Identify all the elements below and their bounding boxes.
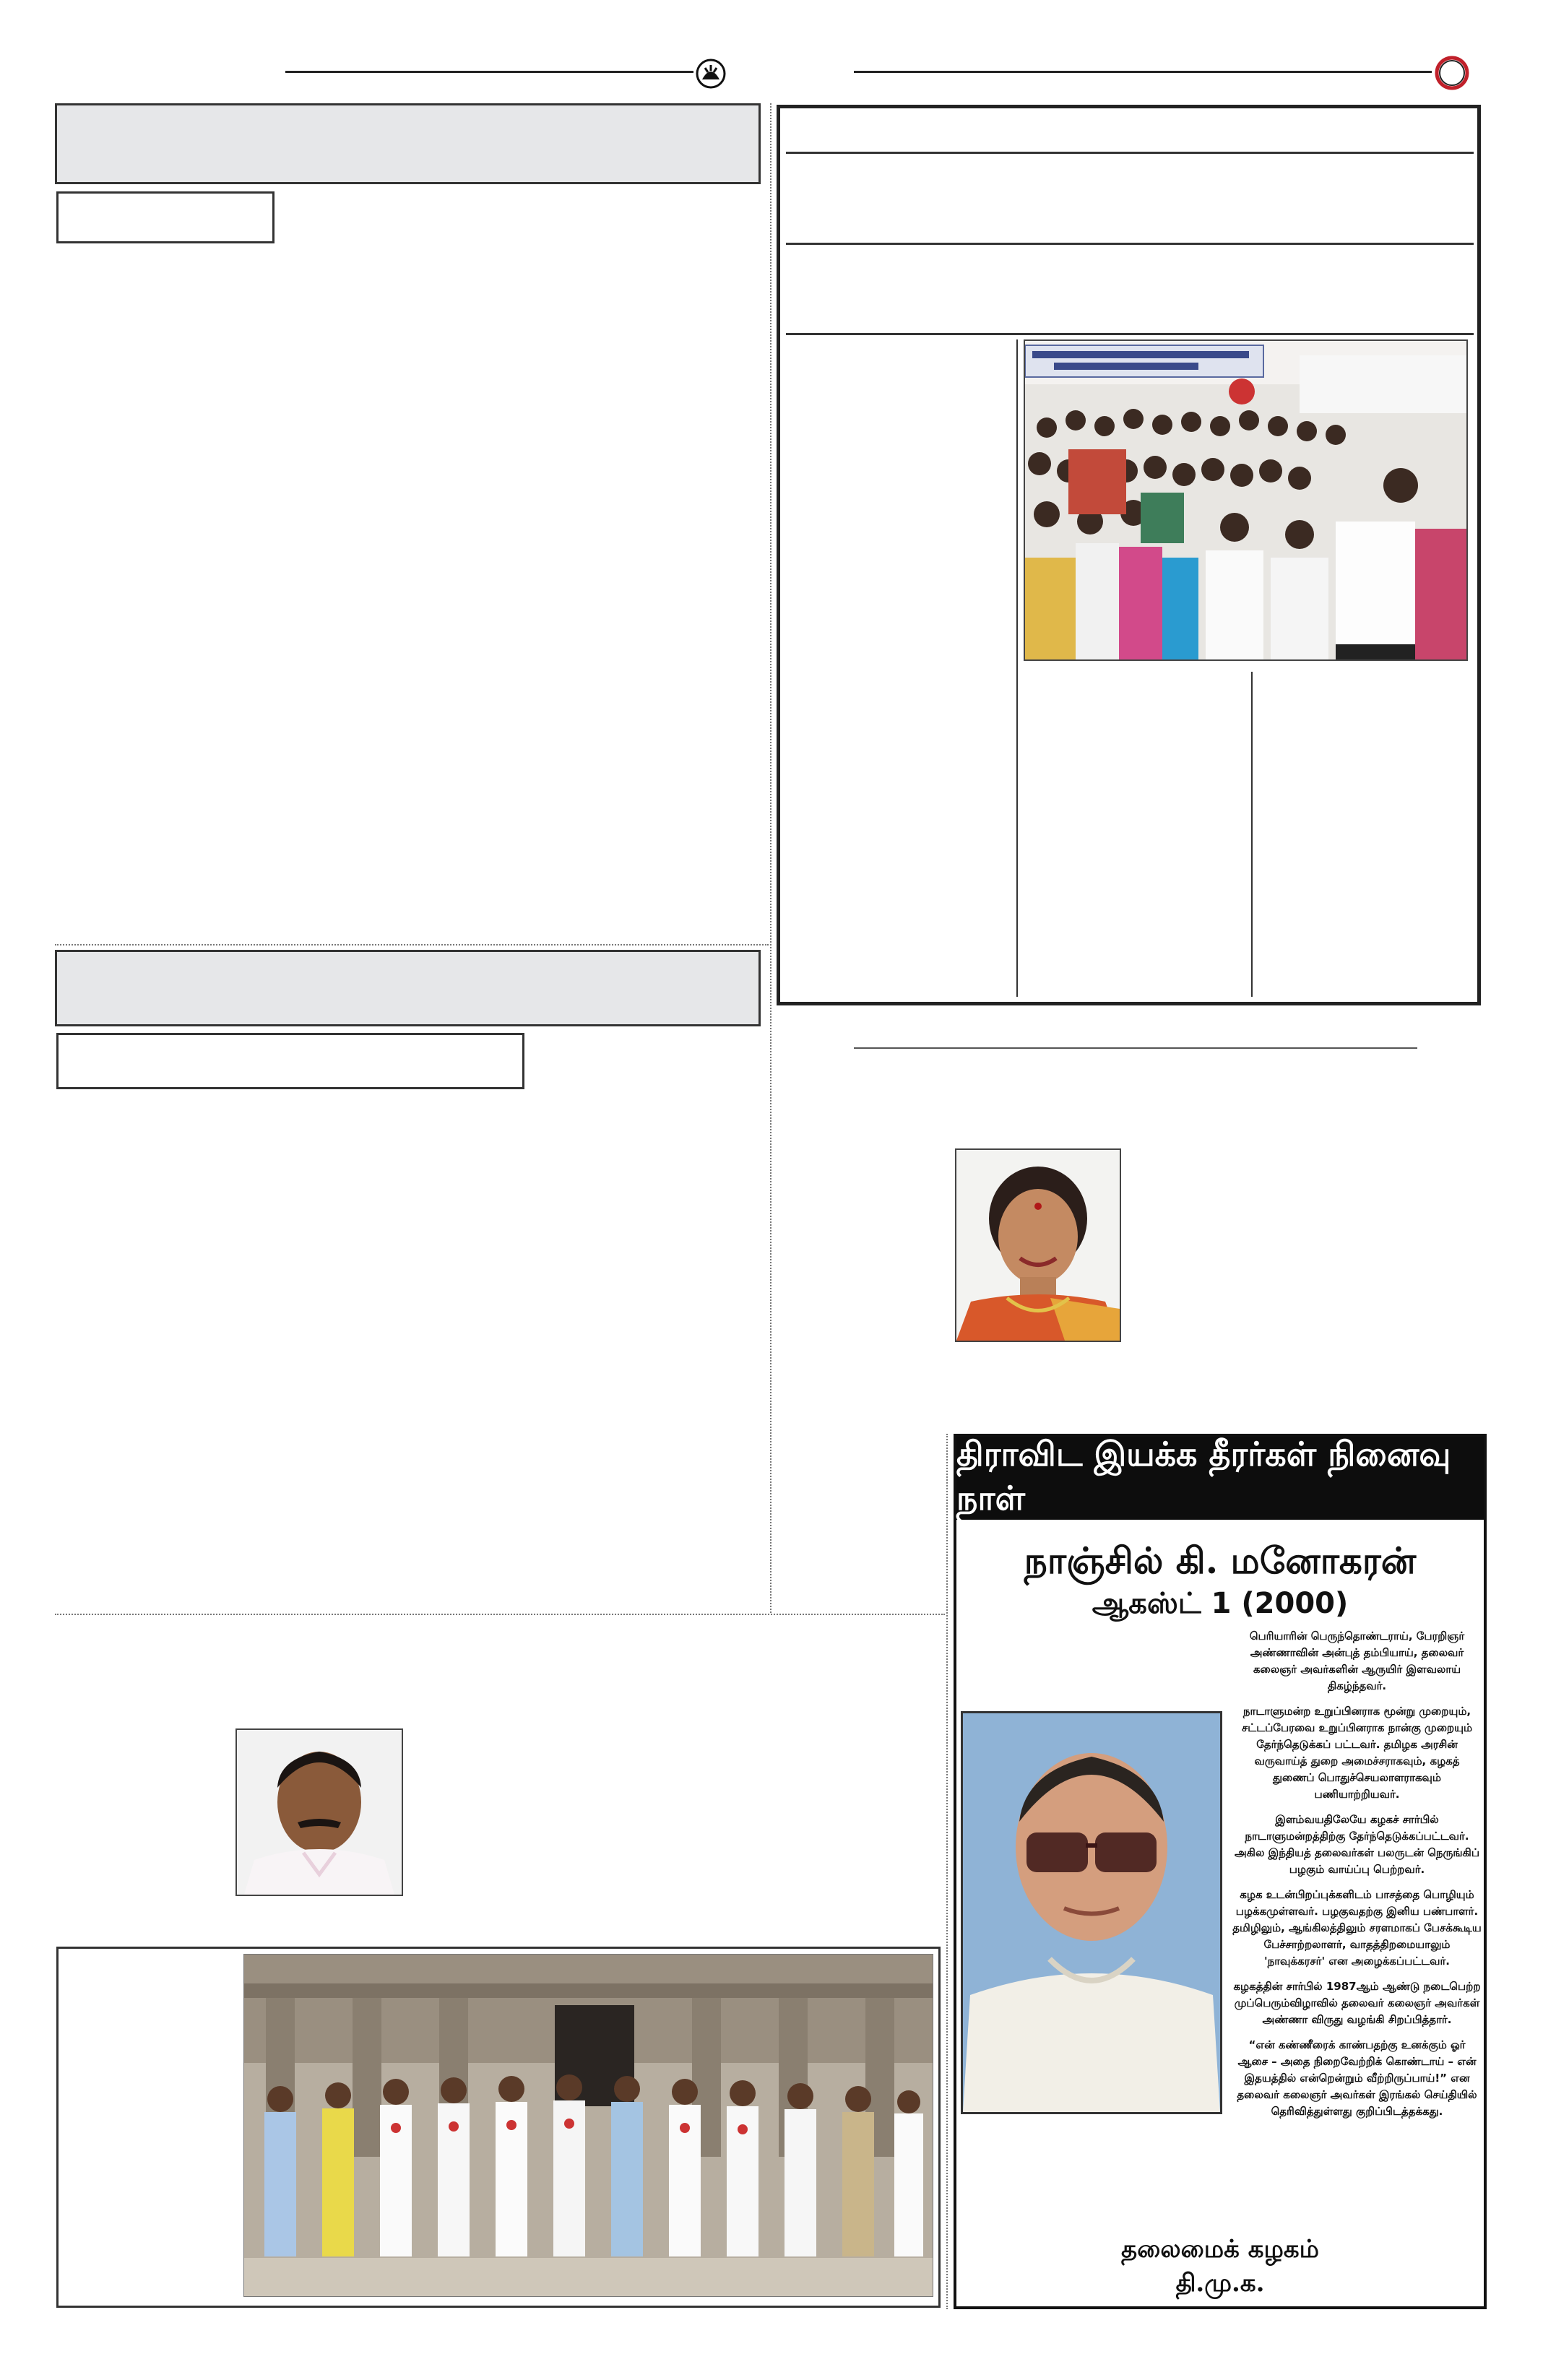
memorial-portrait-photo [961, 1711, 1222, 2114]
memorial-paragraph: கழக உடன்பிறப்புக்களிடம் பாசத்தை பொழியும் பழக்கமுள்ளவர். பழகுவதற்கு இனிய பண்பாளர். தமிழிலும், ஆங்கிலத்திலும் சரளமாகப் பேசக்கூடிய பேச்சாற்றலாளர், வாதத்திறமையாலும் 'நாவுக்கரசர்' என அழைக்கப்பட்டவர். [1232, 1888, 1482, 1968]
section-rule-right [854, 1047, 1417, 1049]
memorial-paragraph: நாடாளுமன்ற உறுப்பினராக மூன்று முறையும், சட்டப்பேரவை உறுப்பினராக நான்கு முறையும் தேர்ந்தெடுக்கப் பட்டவர். தமிழக அரசின் வருவாய்த் துறை அமைச்சராகவும், கழகத் துணைப் பொதுச்செயலாளராகவும் பணியாற்றியவர். [1241, 1705, 1473, 1801]
boxed-article-rule-1 [786, 152, 1474, 154]
boxed-article-rule-2 [786, 243, 1474, 245]
memorial-name: நாஞ்சில் கி. மனோகரன் [1024, 1539, 1417, 1582]
article-byline-box-1 [56, 191, 275, 243]
boxed-article-col-divider-2 [1251, 672, 1253, 997]
memorial-paragraph: கழகத்தின் சார்பில் 1987ஆம் ஆண்டு நடைபெற்ற முப்பெரும்விழாவில் தலைவர் கலைஞர் அவர்கள் அண்ணா விருது வழங்கி சிறப்பித்தார். [1233, 1980, 1481, 2026]
memorial-paragraph: “என் கண்ணீரைக் காண்பதற்கு உனக்கும் ஓர் ஆசை – அதை நிறைவேற்றிக் கொண்டாய் – என் இதயத்தில் என்றென்றும் வீற்றிருப்பாய்!” என தலைவர் கலைஞர் அவர்கள் இரங்கல் செய்தியில் தெரிவித்துள்ளது குறிப்பிடத்தக்கது. [1237, 2038, 1477, 2118]
article-byline-box-2 [56, 1033, 524, 1089]
memorial-divider [946, 1434, 948, 2309]
memorial-notice [954, 1434, 1487, 2309]
header-rule-right [854, 71, 1432, 73]
boxed-article-col-divider-1 [1016, 339, 1018, 997]
header-rule-left [285, 71, 693, 73]
article-headline-box-2 [55, 950, 761, 1026]
section-divider-1 [55, 944, 769, 945]
rising-sun-emblem-icon [695, 58, 727, 90]
temple-group-photo [243, 1954, 933, 2297]
memorial-date: ஆகஸ்ட் 1 (2000) [1092, 1587, 1349, 1620]
article-headline-box-1 [55, 103, 761, 184]
red-ring-icon [1434, 55, 1470, 91]
memorial-footer-org: தலைமைக் கழகம் [1121, 2235, 1319, 2264]
memorial-body [1232, 1628, 1482, 2129]
portrait-woman-photo [955, 1148, 1121, 1342]
memorial-banner: திராவிட இயக்க தீரர்கள் நினைவு நாள் [956, 1437, 1484, 1520]
memorial-paragraph: பெரியாரின் பெருந்தொண்டராய், பேரறிஞர் அண்ணாவின் அன்புத் தம்பியாய், தலைவர் கலைஞர் அவர்களின் ஆருயிர் இளவலாய் திகழ்ந்தவர். [1249, 1630, 1465, 1692]
column-divider [770, 103, 772, 1613]
memorial-footer-party: தி.மு.க. [1175, 2269, 1265, 2298]
portrait-man-photo [235, 1728, 403, 1896]
group-selfie-photo [1024, 339, 1468, 661]
memorial-paragraph: இளம்வயதிலேயே கழகச் சார்பில் நாடாளுமன்றத்திற்கு தேர்ந்தெடுக்கப்பட்டவர். அகில இந்தியத் தலைவர்கள் பலருடன் நெருங்கிப் பழகும் வாய்ப்பு பெற்றவர். [1235, 1813, 1479, 1876]
section-divider-2 [55, 1614, 945, 1615]
boxed-article-rule-3 [786, 333, 1474, 335]
